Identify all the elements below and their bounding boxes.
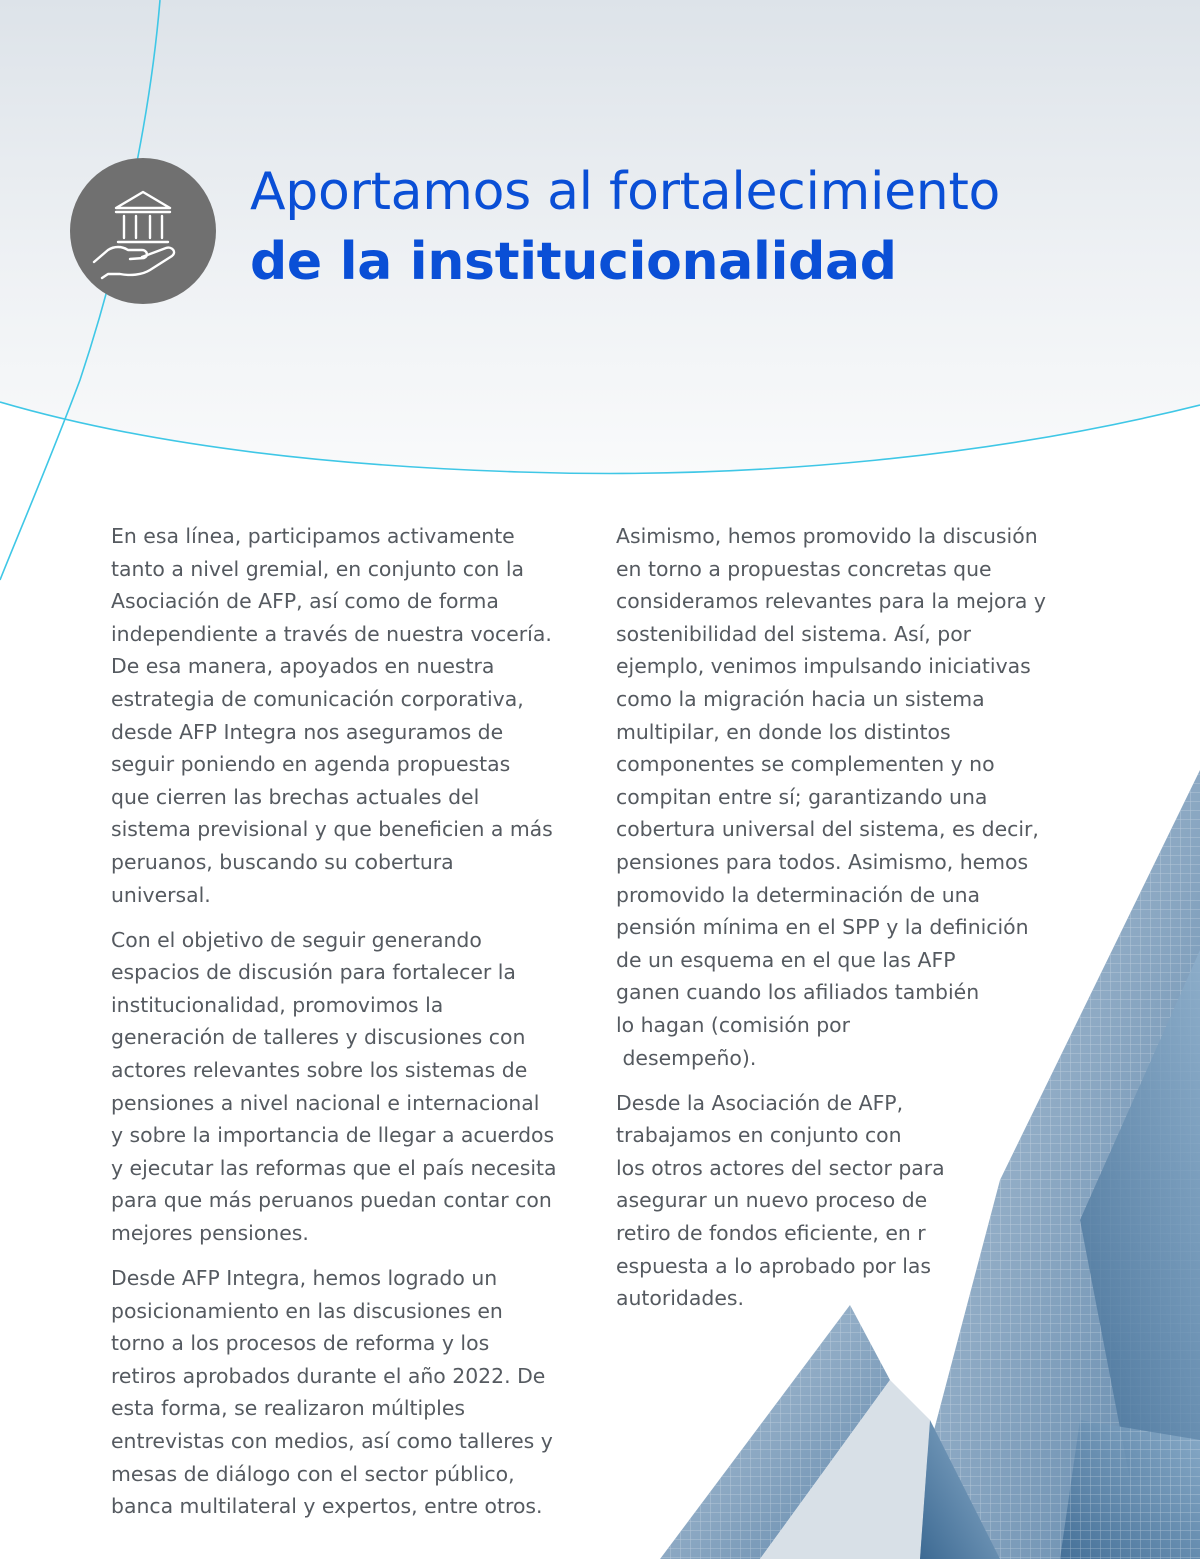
paragraph: [111, 924, 596, 1250]
text-line: desde AFP Integra nos aseguramos de: [111, 719, 504, 744]
text-line: generación de talleres y discusiones con: [111, 1025, 526, 1050]
paragraph: [616, 1087, 1096, 1315]
text-line: universal.: [111, 882, 211, 907]
text-line: consideramos relevantes para la mejora y: [616, 589, 1046, 614]
text-line: Asociación de AFP, así como de forma: [111, 589, 499, 614]
text-line: que cierren las brechas actuales del: [111, 784, 480, 809]
institution-hand-icon: [70, 158, 216, 304]
text-line: Con el objetivo de seguir generando: [111, 927, 482, 952]
text-line: trabajamos en conjunto con: [616, 1123, 902, 1148]
right-column: [616, 520, 1096, 1327]
text-line: multipilar, en donde los distintos: [616, 719, 951, 744]
text-line: como la migración hacia un sistema: [616, 686, 985, 711]
text-line: en torno a propuestas concretas que: [616, 556, 992, 581]
text-line: retiros aprobados durante el año 2022. De: [111, 1363, 546, 1388]
text-line: autoridades.: [616, 1286, 744, 1311]
text-line: esta forma, se realizaron múltiples: [111, 1396, 465, 1421]
text-line: pensiones para todos. Asimismo, hemos: [616, 849, 1029, 874]
text-line: pensiones a nivel nacional e internacional: [111, 1090, 540, 1115]
text-line: Asimismo, hemos promovido la discusión: [616, 524, 1038, 548]
text-line: posicionamiento en las discusiones en: [111, 1298, 503, 1323]
text-line: seguir poniendo en agenda propuestas: [111, 752, 511, 777]
text-line: retiro de fondos eficiente, en r: [616, 1220, 926, 1245]
paragraph: [111, 520, 596, 911]
text-line: desempeño).: [616, 1045, 757, 1070]
text-line: Desde la Asociación de AFP,: [616, 1090, 904, 1115]
text-line: En esa línea, participamos activamente: [111, 524, 515, 548]
text-line: espuesta a lo aprobado por las: [616, 1253, 932, 1278]
text-line: De esa manera, apoyados en nuestra: [111, 654, 495, 679]
text-line: institucionalidad, promovimos la: [111, 992, 444, 1017]
text-line: asegurar un nuevo proceso de: [616, 1188, 928, 1213]
text-line: tanto a nivel gremial, en conjunto con la: [111, 556, 525, 581]
text-line: sistema previsional y que beneficien a más: [111, 817, 553, 842]
title-light: Aportamos al fortalecimiento: [250, 162, 1001, 222]
text-line: compitan entre sí; garantizando una: [616, 784, 988, 809]
text-line: para que más peruanos puedan contar con: [111, 1188, 552, 1213]
paragraph: [111, 1262, 596, 1523]
text-line: sostenibilidad del sistema. Así, por: [616, 621, 972, 646]
text-line: de un esquema en el que las AFP: [616, 947, 956, 972]
text-line: torno a los procesos de reforma y los: [111, 1331, 490, 1356]
paragraph: [616, 520, 1096, 1074]
page-title: [250, 158, 1170, 298]
text-line: lo hagan (comisión por: [616, 1012, 851, 1037]
title-bold: de la institucionalidad: [250, 232, 897, 292]
text-line: banca multilateral y expertos, entre otros.: [111, 1494, 543, 1519]
text-line: independiente a través de nuestra vocería.: [111, 621, 552, 646]
text-line: actores relevantes sobre los sistemas de: [111, 1058, 528, 1082]
text-line: Desde AFP Integra, hemos logrado un: [111, 1266, 498, 1291]
text-line: y sobre la importancia de llegar a acuerdos: [111, 1123, 555, 1148]
text-line: pensión mínima en el SPP y la definición: [616, 915, 1029, 940]
text-line: y ejecutar las reformas que el país necesita: [111, 1155, 557, 1180]
text-line: entrevistas con medios, así como talleres y: [111, 1429, 553, 1454]
text-line: ejemplo, venimos impulsando iniciativas: [616, 654, 1031, 679]
text-line: cobertura universal del sistema, es decir,: [616, 817, 1039, 842]
text-line: los otros actores del sector para: [616, 1155, 945, 1180]
text-line: promovido la determinación de una: [616, 882, 981, 907]
text-line: estrategia de comunicación corporativa,: [111, 686, 524, 711]
text-line: mesas de diálogo con el sector público,: [111, 1461, 515, 1486]
text-line: espacios de discusión para fortalecer la: [111, 960, 516, 985]
text-line: mejores pensiones.: [111, 1220, 309, 1245]
text-line: ganen cuando los afiliados también: [616, 980, 980, 1005]
text-line: peruanos, buscando su cobertura: [111, 849, 454, 874]
text-line: componentes se complementen y no: [616, 752, 995, 777]
left-column: [111, 520, 596, 1535]
